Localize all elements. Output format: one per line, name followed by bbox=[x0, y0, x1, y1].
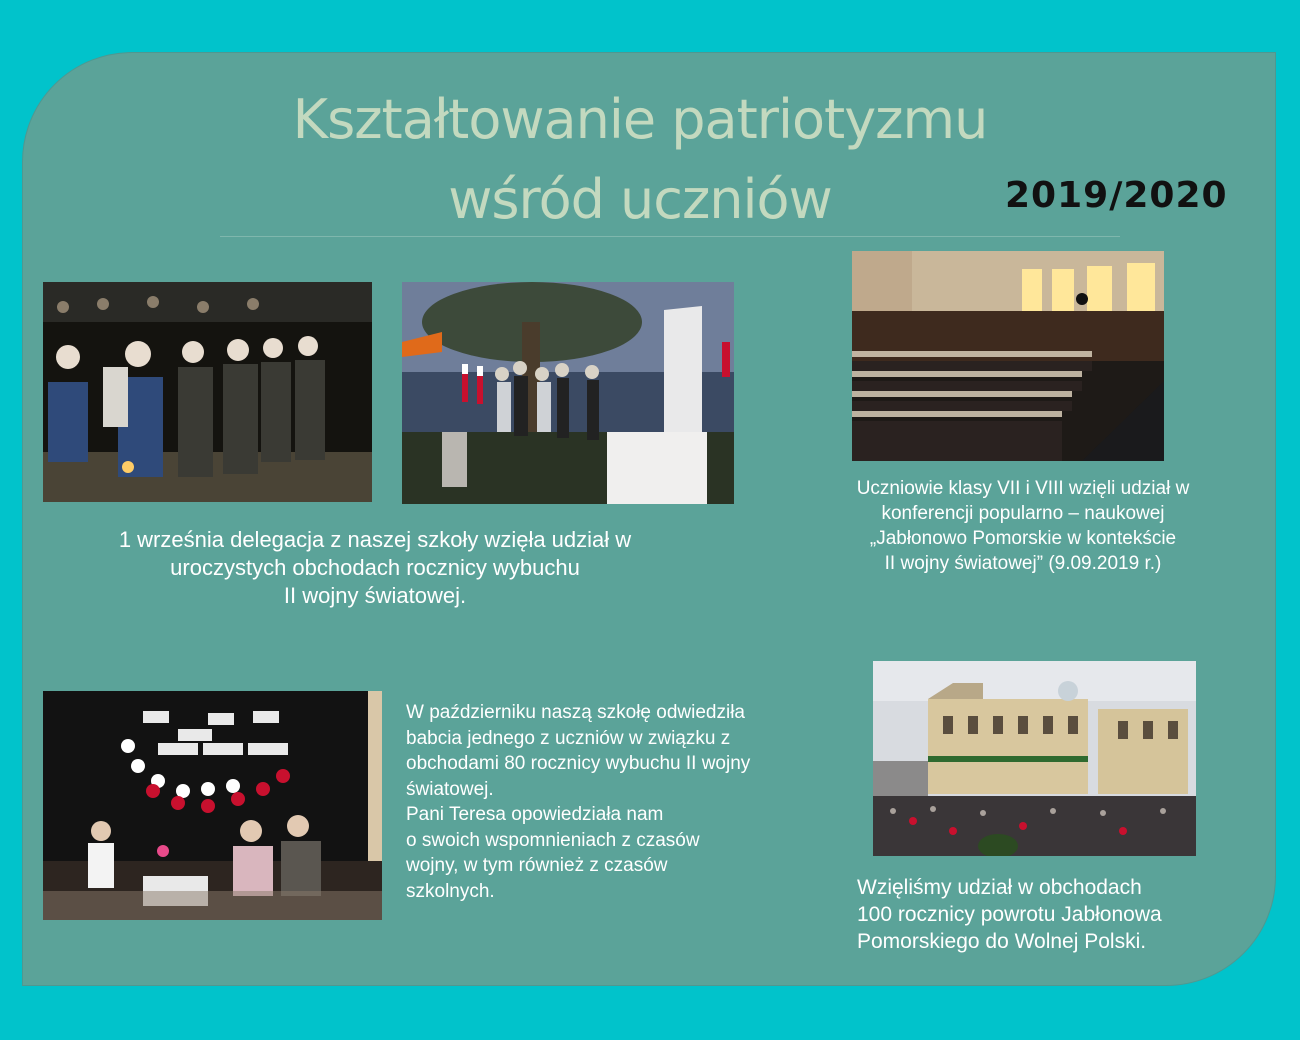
photo-gym-conference bbox=[852, 251, 1164, 461]
photo-seated-audience-night bbox=[43, 282, 372, 502]
title-line-2: wśród uczniów bbox=[448, 168, 832, 231]
caption-line: Uczniowie klasy VII i VIII wzięli udział w bbox=[856, 478, 1190, 499]
caption-line: 1 września delegacja z naszej szkoły wzięła udział w bbox=[118, 527, 632, 552]
caption-line: II wojny światowej” (9.09.2019 r.) bbox=[884, 553, 1162, 574]
caption-line: szkolnych. bbox=[406, 880, 495, 902]
caption-line: Pomorskiego do Wolnej Polski. bbox=[857, 930, 1147, 953]
caption-line: światowej. bbox=[406, 778, 494, 800]
caption-line: Wzięliśmy udział w obchodach bbox=[857, 876, 1142, 899]
caption-line: W październiku naszą szkołę odwiedziła bbox=[406, 702, 745, 723]
caption-line: uroczystych obchodach rocznicy wybuchu bbox=[170, 555, 580, 580]
caption-line: wojny, w tym również z czasów bbox=[406, 855, 668, 876]
caption-line: Pani Teresa opowiedziała nam bbox=[406, 804, 664, 825]
caption-grandmother-visit bbox=[406, 700, 826, 904]
caption-september-ceremony bbox=[40, 526, 710, 610]
caption-line: 100 rocznicy powrotu Jabłonowa bbox=[857, 903, 1162, 926]
photo-grandmother-visit bbox=[43, 691, 382, 920]
caption-anniversary bbox=[857, 874, 1237, 955]
page-title bbox=[170, 80, 1110, 240]
caption-line: o swoich wspomnieniach z czasów bbox=[406, 829, 700, 851]
title-line-1: Kształtowanie patriotyzmu bbox=[292, 88, 988, 151]
title-divider bbox=[220, 236, 1120, 237]
caption-line: babcia jednego z uczniów w związku z bbox=[406, 727, 731, 749]
caption-conference bbox=[808, 476, 1238, 576]
photo-monument-ceremony bbox=[402, 282, 734, 504]
caption-line: „Jabłonowo Pomorskie w kontekście bbox=[869, 528, 1177, 549]
school-year-label: 2019/2020 bbox=[1005, 175, 1228, 216]
caption-line: II wojny światowej. bbox=[283, 583, 467, 608]
caption-line: konferencji popularno – naukowej bbox=[881, 503, 1165, 524]
photo-town-square-celebration bbox=[873, 661, 1196, 856]
caption-line: obchodami 80 rocznicy wybuchu II wojny bbox=[406, 753, 751, 774]
